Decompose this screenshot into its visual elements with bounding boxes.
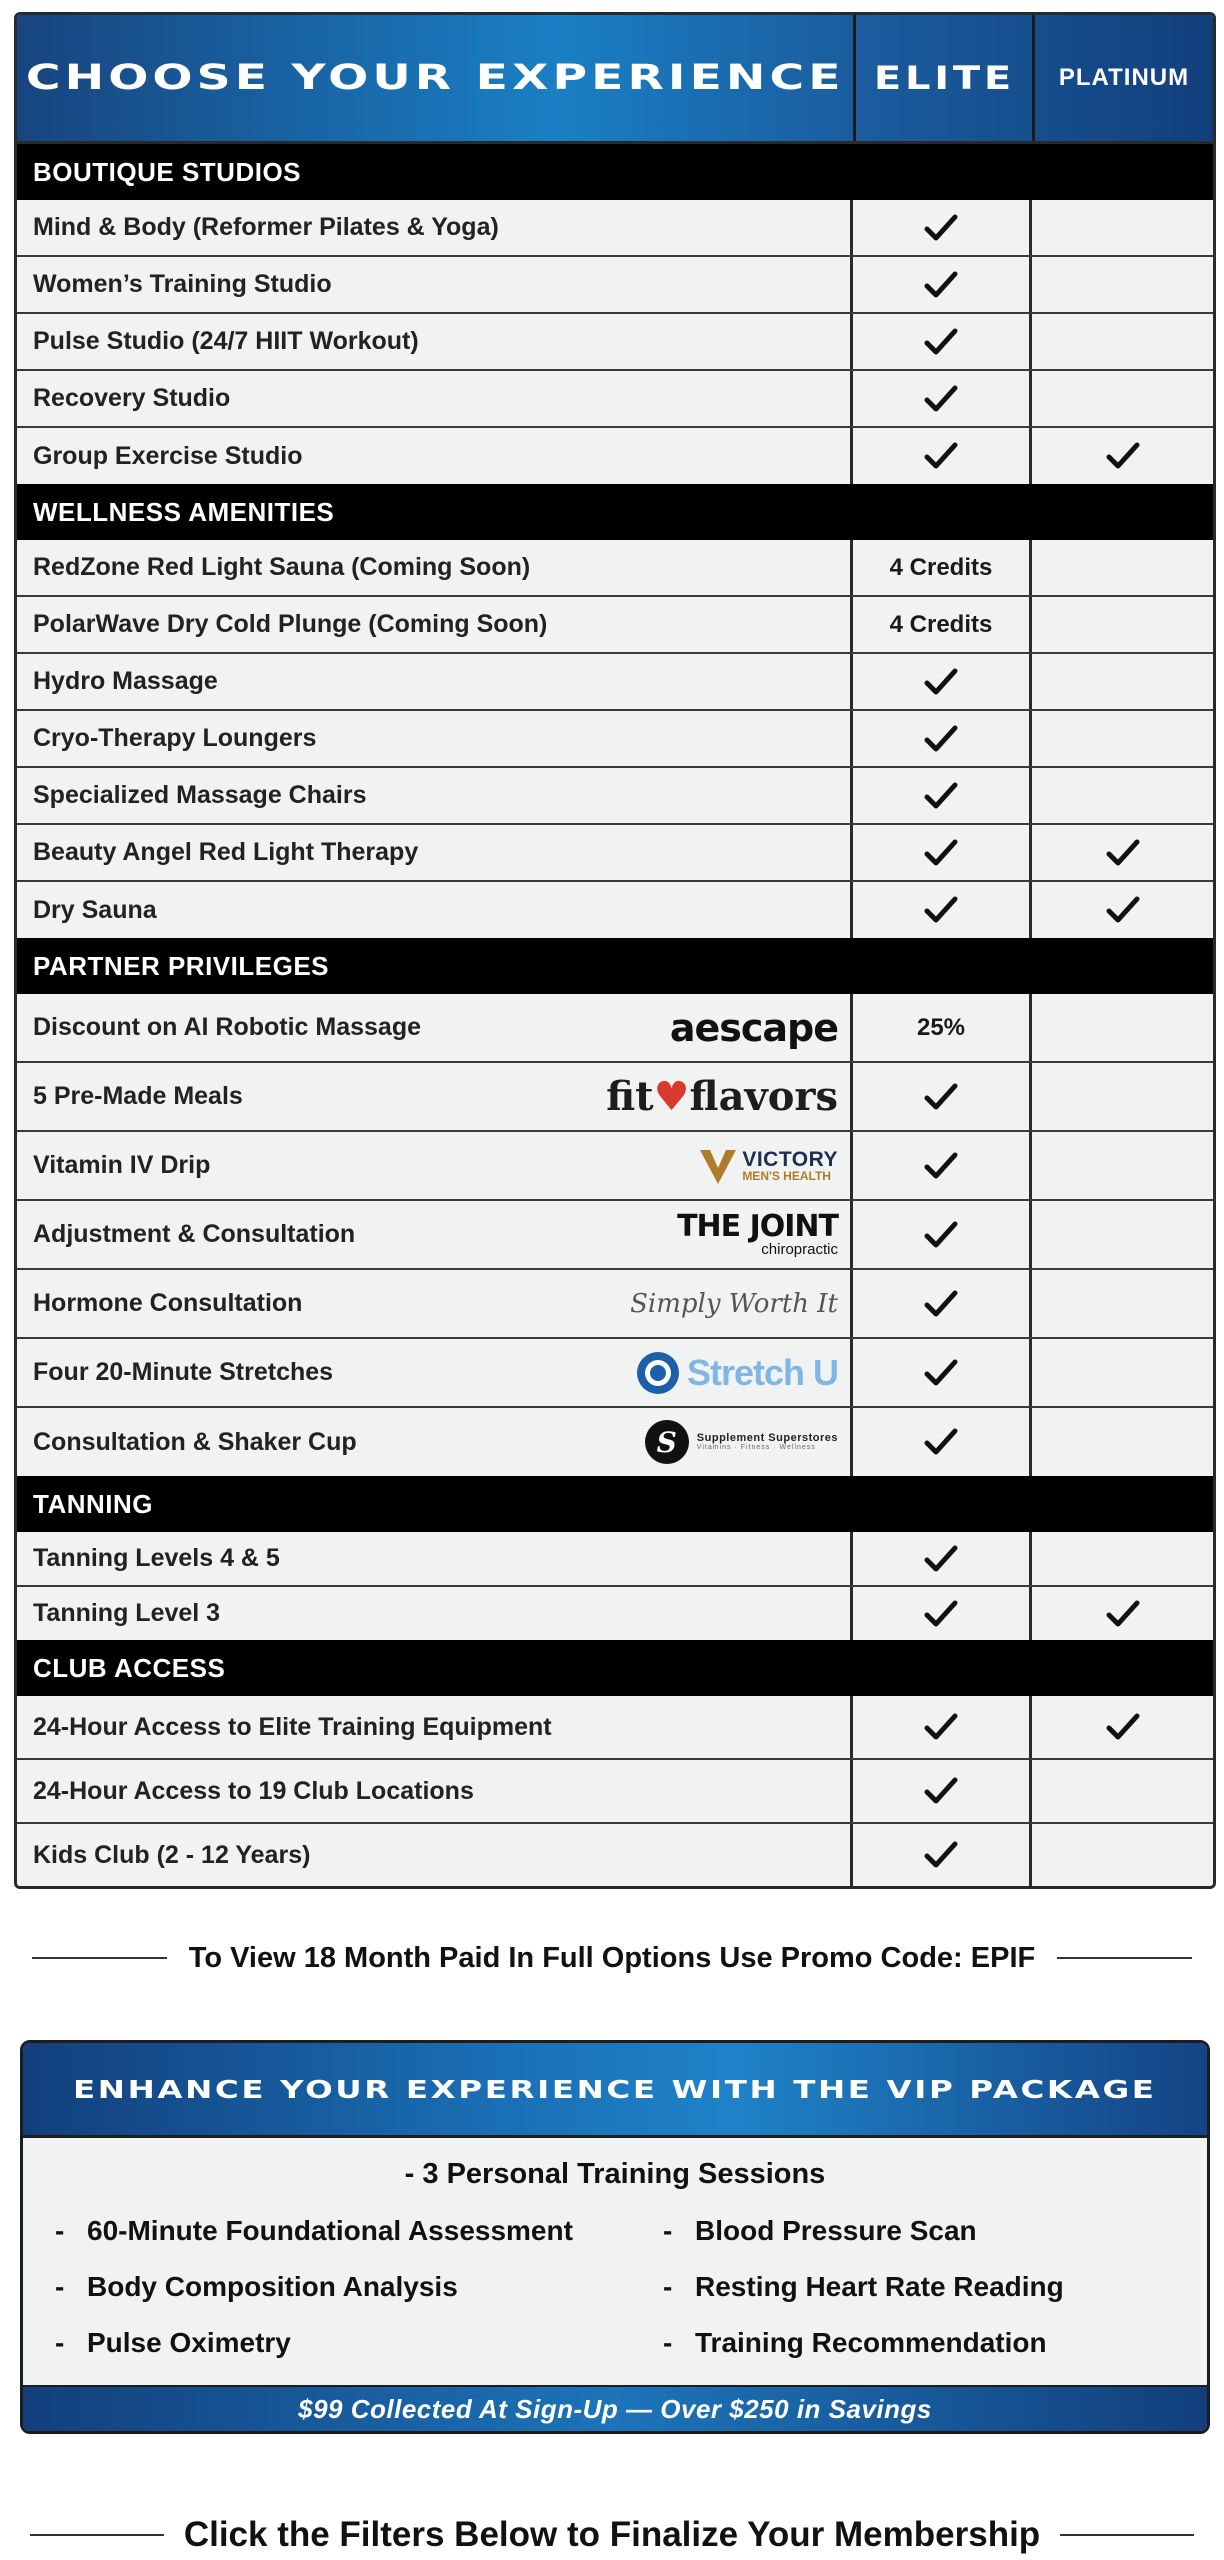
checkmark-icon <box>924 1220 958 1250</box>
checkmark-icon <box>924 1840 958 1870</box>
column-header-elite: ELITE <box>873 59 1015 97</box>
table-row <box>17 1270 1213 1339</box>
checkmark-icon <box>924 327 958 357</box>
checkmark-icon <box>1106 1712 1140 1742</box>
table-row <box>17 1408 1213 1476</box>
checkmark-icon <box>924 1427 958 1457</box>
row-label: Group Exercise Studio <box>33 441 303 470</box>
row-label: Four 20-Minute Stretches <box>33 1358 334 1386</box>
table-header <box>17 15 1213 144</box>
table-title: CHOOSE YOUR EXPERIENCE <box>25 58 845 98</box>
list-item: - Blood Pressure Scan <box>663 2215 977 2246</box>
vip-header <box>23 2043 1207 2138</box>
row-label: Women’s Training Studio <box>33 270 332 298</box>
row-label: Recovery Studio <box>33 384 231 412</box>
divider <box>32 1957 167 1959</box>
checkmark-icon <box>924 781 958 811</box>
table-row <box>17 1824 1213 1886</box>
elite-value: 4 Credits <box>889 553 993 581</box>
elite-value: 25% <box>916 1013 966 1041</box>
vip-package-box <box>20 2040 1210 2434</box>
checkmark-icon <box>924 1544 958 1574</box>
row-label: PolarWave Dry Cold Plunge (Coming Soon) <box>33 610 548 638</box>
table-row <box>17 257 1213 314</box>
checkmark-icon <box>1106 838 1140 868</box>
row-label: RedZone Red Light Sauna (Coming Soon) <box>33 553 531 581</box>
aescape-logo: aescape <box>669 1005 838 1050</box>
table-row <box>17 1201 1213 1270</box>
table-row <box>17 768 1213 825</box>
vip-price-footer <box>23 2385 1207 2431</box>
checkmark-icon <box>924 213 958 243</box>
table-row <box>17 1760 1213 1824</box>
row-label: 5 Pre-Made Meals <box>33 1082 243 1110</box>
row-label: Discount on AI Robotic Massage <box>33 1013 422 1041</box>
table-row <box>17 654 1213 711</box>
row-label: Mind & Body (Reformer Pilates & Yoga) <box>33 213 499 241</box>
row-label: Beauty Angel Red Light Therapy <box>33 838 419 866</box>
elite-value: 4 Credits <box>889 610 993 638</box>
list-item: - 60-Minute Foundational Assessment <box>55 2215 573 2246</box>
checkmark-icon <box>924 1776 958 1806</box>
table-row <box>17 1587 1213 1640</box>
victory-mens-health-logo: VICTORY MEN'S HEALTH <box>698 1146 838 1186</box>
stretch-u-emblem-icon <box>635 1350 681 1396</box>
cta-text: Click the Filters Below to Finalize Your Membership <box>183 2515 1041 2554</box>
row-label: Pulse Studio (24/7 HIIT Workout) <box>33 327 419 355</box>
checkmark-icon <box>924 1358 958 1388</box>
checkmark-icon <box>924 667 958 697</box>
vip-price-text: $99 Collected At Sign-Up — Over $250 in Savings <box>298 2393 932 2424</box>
table-row <box>17 825 1213 882</box>
supplement-superstores-logo: S Supplement Superstores Vitamins · Fitness · Wellness <box>645 1420 838 1464</box>
finalize-membership-heading <box>30 2512 1194 2558</box>
checkmark-icon <box>924 1151 958 1181</box>
table-row <box>17 314 1213 371</box>
row-label: Dry Sauna <box>33 895 157 924</box>
table-row <box>17 200 1213 257</box>
checkmark-icon <box>1106 441 1140 471</box>
table-row <box>17 1132 1213 1201</box>
divider <box>1057 1957 1192 1959</box>
checkmark-icon <box>924 1082 958 1112</box>
section-tanning: TANNING <box>17 1476 1213 1532</box>
list-item: - Training Recommendation <box>663 2327 1047 2358</box>
divider <box>30 2534 164 2536</box>
vip-subtitle: - 3 Personal Training Sessions <box>404 2158 826 2190</box>
divider <box>1060 2534 1194 2536</box>
row-label: Kids Club (2 - 12 Years) <box>33 1840 311 1869</box>
vip-benefits <box>23 2203 1207 2371</box>
checkmark-icon <box>1106 895 1140 925</box>
row-label: Adjustment & Consultation <box>33 1220 356 1248</box>
checkmark-icon <box>924 838 958 868</box>
checkmark-icon <box>924 1599 958 1629</box>
table-row <box>17 1339 1213 1408</box>
row-label: Hydro Massage <box>33 667 218 695</box>
table-row <box>17 428 1213 484</box>
list-item: - Pulse Oximetry <box>55 2327 291 2358</box>
table-row <box>17 1696 1213 1760</box>
checkmark-icon <box>924 270 958 300</box>
row-label: Tanning Level 3 <box>33 1599 221 1627</box>
section-partner-privileges: PARTNER PRIVILEGES <box>17 938 1213 994</box>
row-label: Consultation & Shaker Cup <box>33 1427 357 1456</box>
table-row <box>17 597 1213 654</box>
checkmark-icon <box>924 895 958 925</box>
membership-comparison-table <box>14 12 1216 1889</box>
row-label: Vitamin IV Drip <box>33 1151 211 1179</box>
row-label: Tanning Levels 4 & 5 <box>33 1544 280 1572</box>
table-row <box>17 882 1213 938</box>
vip-title: ENHANCE YOUR EXPERIENCE WITH THE VIP PACKAGE <box>73 2074 1157 2104</box>
checkmark-icon <box>1106 1599 1140 1629</box>
row-label: Cryo-Therapy Loungers <box>33 724 317 752</box>
checkmark-icon <box>924 1289 958 1319</box>
table-row <box>17 371 1213 428</box>
list-item: - Resting Heart Rate Reading <box>663 2271 1064 2302</box>
table-row <box>17 1063 1213 1132</box>
checkmark-icon <box>924 1712 958 1742</box>
table-row <box>17 994 1213 1063</box>
row-label: 24-Hour Access to Elite Training Equipment <box>33 1712 552 1741</box>
row-label: Specialized Massage Chairs <box>33 781 367 809</box>
promo-text: To View 18 Month Paid In Full Options Use Promo Code: EPIF <box>188 1941 1036 1974</box>
stretch-u-logo: Stretch U <box>635 1350 838 1396</box>
checkmark-icon <box>924 441 958 471</box>
fit-flavors-logo: fit ♥ flavors <box>606 1073 838 1120</box>
heart-icon: ♥ <box>653 1073 690 1120</box>
section-wellness-amenities: WELLNESS AMENITIES <box>17 484 1213 540</box>
victory-v-icon <box>698 1146 738 1186</box>
table-row <box>17 540 1213 597</box>
table-row <box>17 1532 1213 1587</box>
the-joint-logo: THE JOINT chiropractic <box>677 1209 838 1258</box>
checkmark-icon <box>924 384 958 414</box>
column-header-platinum: PLATINUM <box>1058 64 1190 91</box>
section-boutique-studios: BOUTIQUE STUDIOS <box>17 144 1213 200</box>
row-label: 24-Hour Access to 19 Club Locations <box>33 1776 474 1805</box>
promo-code-banner <box>32 1938 1192 1978</box>
list-item: - Body Composition Analysis <box>55 2271 458 2302</box>
row-label: Hormone Consultation <box>33 1289 303 1317</box>
section-club-access: CLUB ACCESS <box>17 1640 1213 1696</box>
checkmark-icon <box>924 724 958 754</box>
table-row <box>17 711 1213 768</box>
simply-worth-it-logo: Simply Worth It <box>630 1288 838 1319</box>
